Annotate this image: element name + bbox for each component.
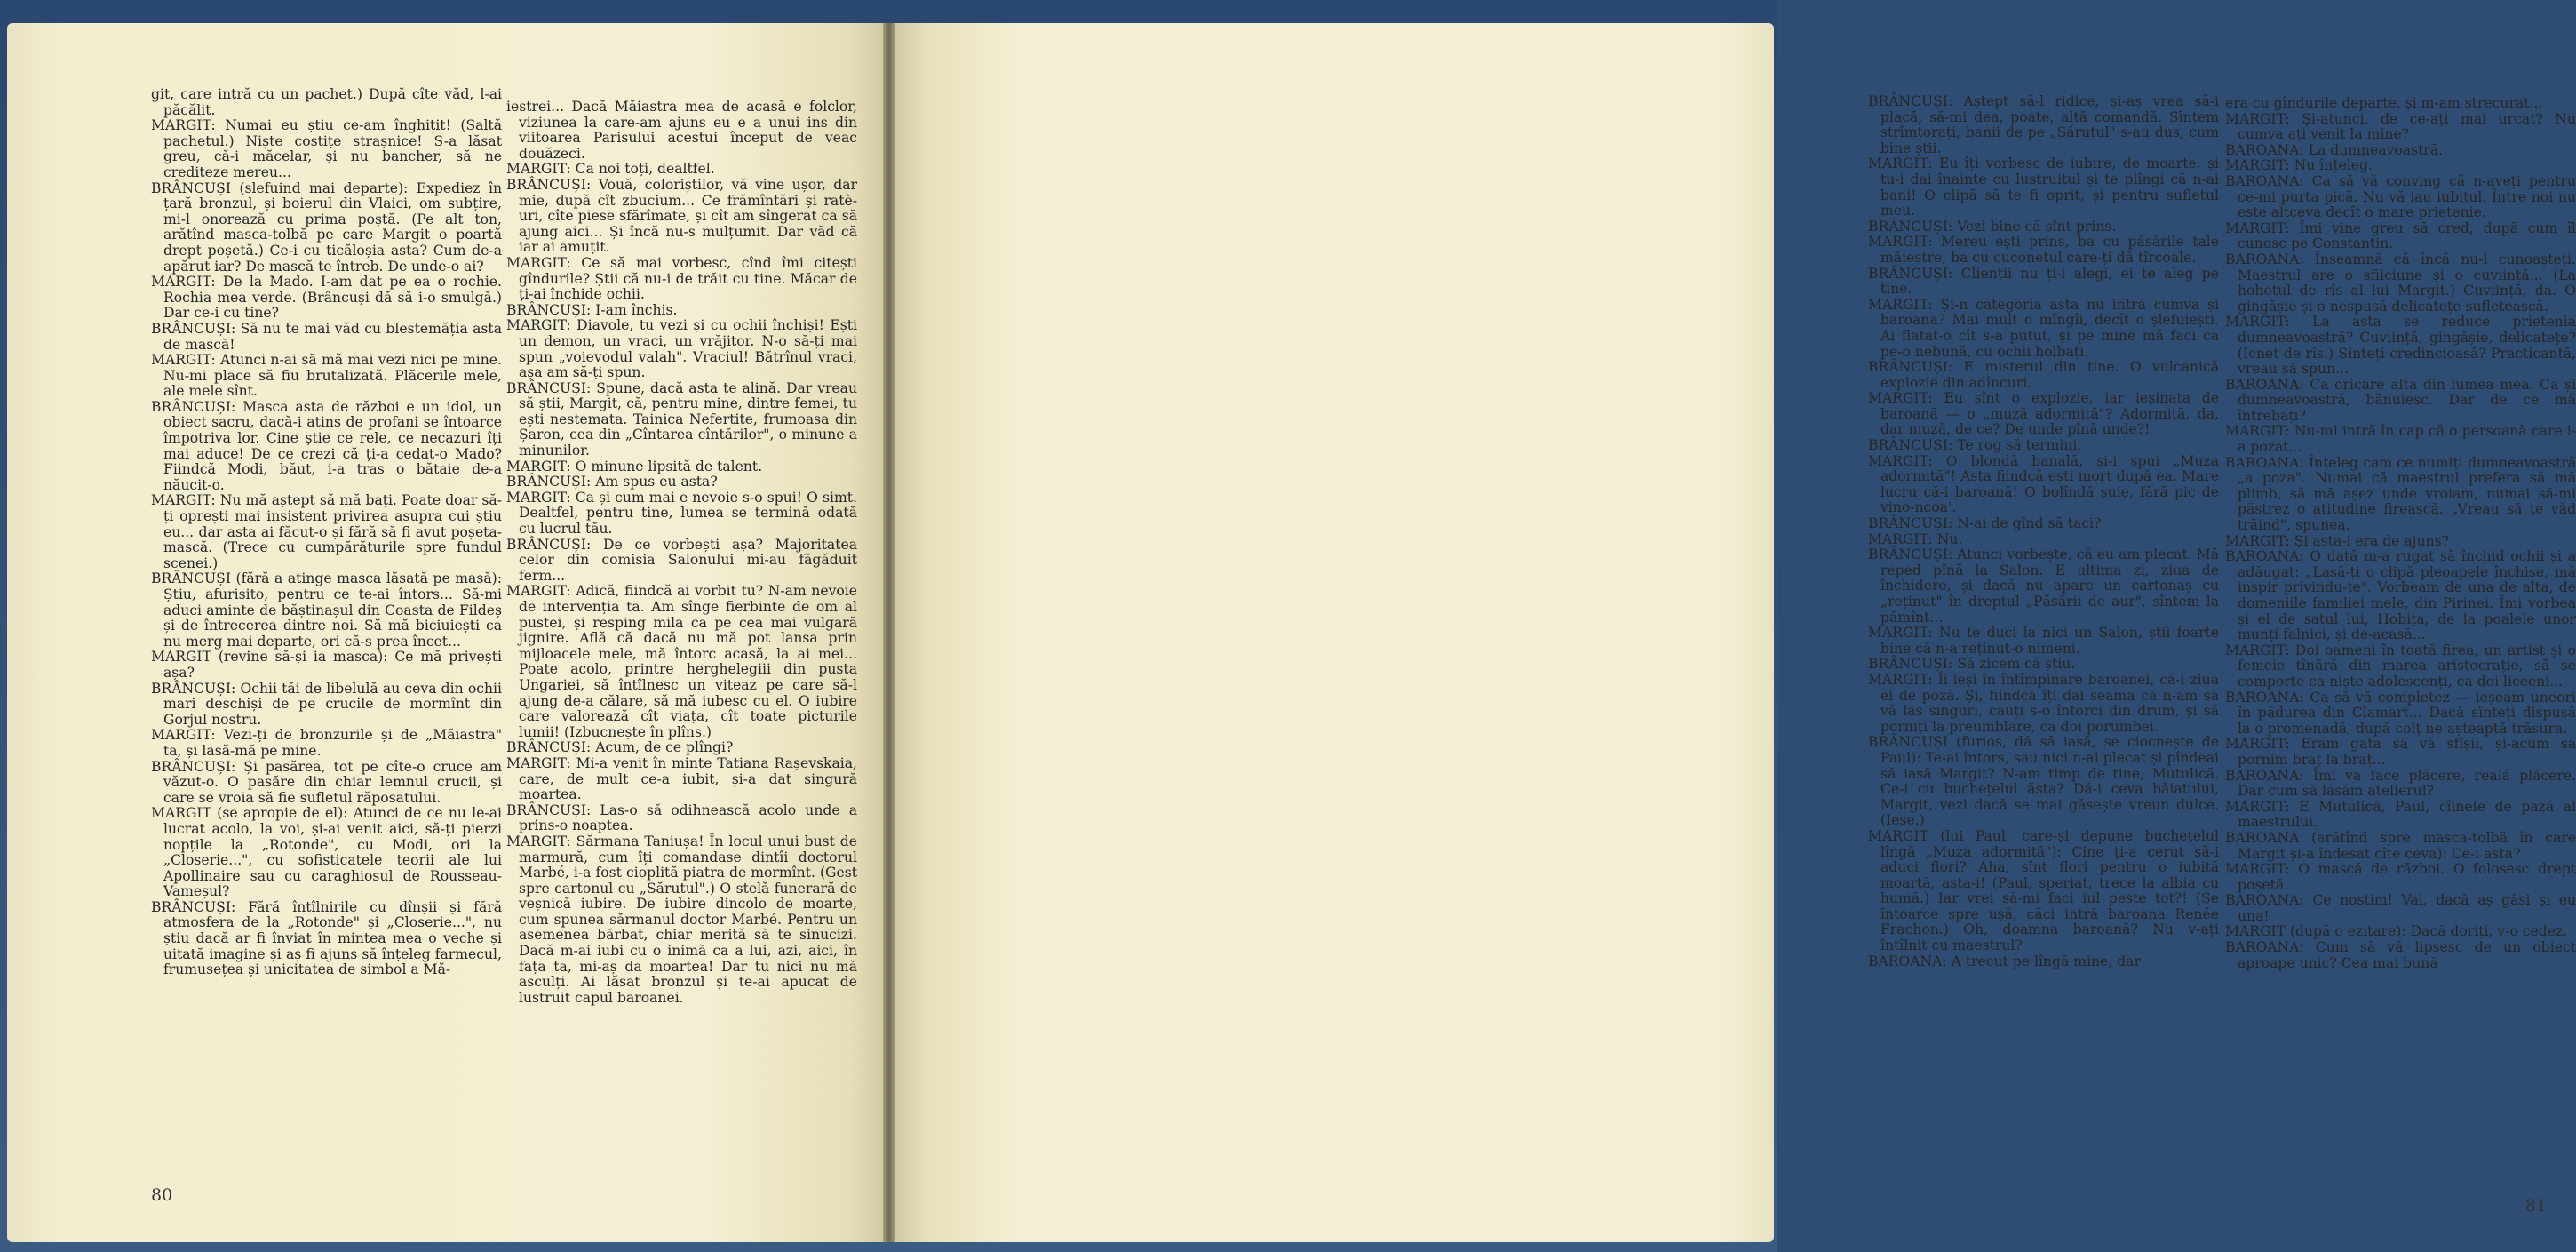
dialogue-paragraph: BAROANA: Ca oricare alta din lumea mea. Ca și dumneavoastră, bănuiesc. Dar de ce mă întrebați? [2225,376,2576,424]
dialogue-paragraph: MARGIT: Sărmana Taniușa! În locul unui bust de marmură, cum îți comandase dintîi doctorul Marbé, i-a fost cioplită piatra de mormînt. (Gest spre cartonul cu „Sărutul".) O stelă funerară de veșnică iubire. De iubire dincolo de moarte, cum spunea sărmanul doctor Marbé. Pentru un asemenea bărbat, chiar merită să te sinucizi. Dacă m-ai iubi cu o inimă ca a lui, azi, aici, în fața ta, mi-aș da moartea! Dar tu nici nu mă asculți. Ai lăsat bronzul și te-ai apucat de lustruit capul baroanei. [506,833,857,1006]
text-column-4 [2225,96,2576,971]
dialogue-paragraph: MARGIT: O mască de război. O folosesc drept poșetă. [2225,861,2576,893]
dialogue-paragraph: MARGIT: Eu îți vorbesc de iubire, de moarte, și tu-i dai înainte cu lustruitul și te plîngi că n-ai bani! O clipă să te fi oprit, și pentru sufletul meu. [1868,156,2219,219]
dialogue-paragraph: BAROANA (arătînd spre masca-tolbă în care Margit și-a îndesat cîte ceva): Ce-i asta? [2225,829,2576,862]
dialogue-paragraph: BRÂNCUȘI: Atunci vorbește, că eu am plecat. Mă reped pînă la Salon. E ultima zi, ziua de închidere, și dacă nu apare un cartonaș cu „reținut" în dreptul „Păsării de aur", sîntem la pămînt... [1868,546,2219,626]
dialogue-paragraph: MARGIT (lui Paul, care-și depune buchețelul lîngă „Muza adormită"): Cine ți-a cerut să-i aduci flori? Aha, sînt flori pentru o iubită moartă, asta-i! (Paul, speriat, trece la albia cu humă.) Iar vrei să-mi faci iul peste tot?! (Se întoarce spre ușă, căci intră baroana Renée Frachon.) Oh, doamna baroană? Nu v-ați întîlnit cu maestrul? [1868,827,2219,954]
dialogue-paragraph: MARGIT: Diavole, tu vezi și cu ochii închiși! Ești un demon, un vraci, un vrăjitor. N-o să-ți mai spun „voievodul valah". Vraciul! Bătrînul vraci, așa am să-ți spun. [506,317,857,381]
dialogue-paragraph: MARGIT: Adică, fiindcă ai vorbit tu? N-am nevoie de intervenția ta. Am sînge fierbinte de om al pustei, și resping mila ca pe cea mai vulgară jignire. Află că dacă nu mă pot lansa prin mijloacele mele, mă întorc acasă, la ai mei... Poate acolo, printre herghelegiii din pusta Ungariei, să întîlnesc un viteaz pe care să-l ajung de-a călare, să mă iubesc cu el. O iubire care valorează cît viața, cît toate picturile lumii! (Izbucnește în plîns.) [506,583,857,740]
dialogue-paragraph: BRÂNCUȘI: Masca asta de război e un idol, un obiect sacru, dacă-i atins de profani se întoarce împotriva lor. Cine știe ce rele, ce necazuri îți mai aduce! De ce crezi că ți-a cedat-o Mado? Fiindcă Modi, băut, i-a tras o bătaie de-a năucit-o. [151,398,502,493]
dialogue-paragraph: BRÂNCUȘI: Aștept să-l ridice, și-aș vrea să-i placă, să-mi dea, poate, altă comandă. Sîntem strîmtorați, banii de pe „Sărutul" s-au dus, cum bine știi. [1868,93,2219,156]
dialogue-paragraph: BRÂNCUȘI: Vezi bine că sînt prins. [1868,218,2117,235]
dialogue-paragraph: MARGIT: Ca noi toți, dealtfel. [506,161,715,178]
dialogue-paragraph: BRÂNCUȘI: Spune, dacă asta te alină. Dar vreau să știi, Margit, că, pentru mine, dintre femei, tu ești nestemata. Tainica Nefertite, frumoasa din Șaron, cea din „Cîntarea cîntărilor", o minune a minunilor. [506,379,857,459]
dialogue-paragraph: MARGIT: La asta se reduce prietenia dumneavoastră? Cuviință, gingășie, delicatețe? (Icnet de rîs.) Sînteți credincioasă? Practicantă, vreau să spun... [2225,314,2576,378]
dialogue-paragraph: MARGIT: Și-n categoria asta nu intră cumva și baroana? Mai mult o mîngîi, decît o șlefuiești. Ai flatat-o cît s-a putut, și pe mine mă faci ca pe-o nebună, cu ochii holbați. [1868,296,2219,360]
dialogue-paragraph: BRÂNCUȘI: E misterul din tine. O vulcanică explozie din adîncuri. [1868,359,2219,391]
dialogue-paragraph: BAROANA: Înseamnă că încă nu-l cunoașteți. Maestrul are o sfiiciune și o cuviință... (La hohotul de rîs al lui Margit.) Cuviință, da. O gingășie și o nespusă delicatețe sufletească. [2225,251,2576,315]
dialogue-paragraph: MARGIT: Mereu ești prins, ba cu păsările tale măiestre, ba cu cuconetul care-ți dă tîrcoale. [1868,234,2219,266]
page-number-right: 81 [2525,1196,2548,1216]
dialogue-paragraph: MARGIT: E Mutulică, Paul, cîinele de pază al maestrului. [2225,798,2576,831]
dialogue-paragraph: MARGIT: Nu te duci la nici un Salon, știi foarte bine că n-a reținut-o nimeni. [1868,625,2219,657]
dialogue-paragraph: BAROANA: Îmi va face plăcere, reală plăcere. Dar cum să lăsăm atelierul? [2225,767,2576,800]
dialogue-paragraph: BRÂNCUȘI: I-am închis. [506,301,678,318]
dialogue-paragraph: BRÂNCUȘI: Acum, de ce plîngi? [506,739,734,756]
dialogue-paragraph: BAROANA: A trecut pe lîngă mine, dar [1868,953,2141,969]
dialogue-paragraph: MARGIT: Vezi-ți de bronzurile și de „Măiastra" ta, și lasă-mă pe mine. [151,727,502,759]
dialogue-paragraph: BRÂNCUȘI: Și pasărea, tot pe cîte-o cruce am văzut-o. O pasăre din chiar lemnul crucii, și care se vroia să fie sufletul răposatului. [151,758,502,806]
dialogue-paragraph: BRÂNCUȘI: Vouă, coloriștilor, vă vine ușor, dar mie, după cît zbucium... Ce frămîntări și ratè-uri, cîte piese sfărîmate, și cît am sîngerat ca să ajung aici... Și încă nu-s mulțumit. Dar văd că iar ai amuțit. [506,176,857,256]
dialogue-paragraph: MARGIT: Ca și cum mai e nevoie s-o spui! O simt. Dealtfel, pentru tine, lumea se termină odată cu lucrul tău. [506,489,857,538]
dialogue-paragraph: BRÂNCUȘI: Să nu te mai văd cu blestemăția asta de mască! [151,320,502,353]
text-column-1 [151,87,502,978]
dialogue-paragraph: BRÂNCUȘI (fără a atinge masca lăsată pe masă): Știu, afurisito, pentru ce te-ai întors... Să-mi aduci aminte de băștinașul din Coasta de Fildeș și de întrecerea dintre noi. Să mă biciuiești ca nu merg mai departe, ori că-s prea încet... [151,570,502,650]
dialogue-paragraph: BRÂNCUȘI (slefuind mai departe): Expediez în țară bronzul, și boierul din Vlaici, om subțire, mi-l onorează cu prima poștă. (Pe alt ton, arătînd masca-tolbă pe care Margit o poartă drept poșetă.) Ce-i cu ticăloșia asta? Cum de-a apărut iar? De mască te întreb. De unde-o ai? [151,179,502,275]
dialogue-paragraph: MARGIT: Îi ieși în întîmpinare baroanei, că-i ziua ei de poză. Și, fiindcă îți dai seama că n-am să vă las singuri, cauți s-o întorci din drum, și să porniți la preumblare, ca doi porumbei. [1868,671,2219,735]
dialogue-paragraph: BRÂNCUȘI: Să zicem că știu. [1868,656,2076,673]
dialogue-paragraph: MARGIT: O minune lipsită de talent. [506,458,763,474]
dialogue-paragraph: BRÂNCUȘI (furios, dă să iasă, se ciocnește de Paul): Te-ai întors, sau nici n-ai plecat și pîndeai să iasă Margit? N-am timp de tine, Mutulică. Ce-i cu buchețelul ăsta? Dă-i ceva băiatului, Margit, vezi dacă se mai găsește vreun dulce. (Iese.) [1868,734,2219,829]
dialogue-paragraph: BRÂNCUȘI: N-ai de gînd să taci? [1868,515,2102,532]
dialogue-paragraph: MARGIT (după o ezitare): Dacă doriți, v-o cedez. [2225,923,2568,940]
dialogue-paragraph: MARGIT: Nu-mi intră în cap că o persoană care i-a pozat... [2225,423,2576,456]
dialogue-paragraph: BAROANA: Ca să vă completez — ieșeam uneori în pădurea din Clamart... Dacă sînteți dispusă la o promenadă, după colț ne așteaptă trăsura. [2225,689,2576,737]
dialogue-paragraph: BRÂNCUȘI: Las-o să odihnească acolo unde a prins-o noaptea. [506,801,857,834]
dialogue-paragraph: MARGIT: Eram gata să vă sfîșii, și-acum să pornim braț la braț... [2225,736,2576,768]
text-column-2 [506,100,857,1006]
dialogue-paragraph: BRÂNCUȘI: Am spus eu asta? [506,474,718,490]
dialogue-paragraph: BAROANA: Cum să vă lipsesc de un obiect aproape unic? Cea mai bună [2225,939,2576,971]
book-gutter [883,23,895,1242]
text-column-3 [1868,94,2219,969]
dialogue-paragraph: MARGIT: De la Mado. I-am dat pe ea o rochie. Rochia mea verde. (Brâncuși dă să i-o smulgă.) Dar ce-i cu tine? [151,274,502,322]
dialogue-paragraph: BRÂNCUȘI: Ochii tăi de libelulă au ceva din ochii mari deschiși de pe crucile de mormînt din Gorjul nostru. [151,680,502,728]
right-page [891,23,2576,1242]
dialogue-paragraph: MARGIT: Atunci n-ai să mă mai vezi nici pe mine. Nu-mi place să fiu brutalizată. Plăcerile mele, ale mele sînt. [151,352,502,400]
dialogue-paragraph: MARGIT: O blondă banală, și-i spui „Muza adormită"! Asta fiindcă ești mort după ea. Mare lucru că-i baroană! O bolîndă șuie, fără pic de vino-ncoa'. [1868,452,2219,516]
dialogue-paragraph: BRÂNCUȘI: Clienții nu ți-i alegi, ei te aleg pe tine. [1868,265,2219,298]
dialogue-paragraph: BRÂNCUȘI: Fără întîlnirile cu dînșii și fără atmosfera de la „Rotonde" și „Closerie...", nu știu dacă ar fi înviat în mintea mea o veche și uitată imagine și aș fi ajuns să înțeleg farmecul, frumusețea și unicitatea de simbol a Mă- [151,898,502,978]
left-page [7,23,888,1242]
dialogue-paragraph: MARGIT: Numai eu știu ce-am înghițit! (Saltă pachetul.) Niște costițe strașnice! S-a lăsat greu, că-i măcelar, și nu bancher, să ne crediteze mereu... [151,117,502,180]
dialogue-paragraph: BAROANA: La dumneavoastră. [2225,141,2444,158]
dialogue-paragraph: BAROANA: Înțeleg cam ce numiți dumneavoastră „a poza". Numai că maestrul prefera să mă plimb, să mă așez unde vroiam, numai să-mi păstrez o atitudine firească. „Vreau să te văd trăind", spunea. [2225,454,2576,534]
dialogue-paragraph: git, care intră cu un pachet.) După cîte văd, l-ai păcălit. [151,86,502,118]
dialogue-paragraph: MARGIT: Nu înțeleg. [2225,157,2373,174]
dialogue-paragraph: MARGIT: Ce să mai vorbesc, cînd îmi citești gîndurile? Știi că nu-i de trăit cu tine. Măcar de ți-ai închide ochii. [506,254,857,303]
dialogue-paragraph: MARGIT: Eu sînt o explozie, iar ieșinata de baroană — o „muză adormită"? Adormită, da, dar muză, de ce? De unde pînă unde?! [1868,390,2219,438]
dialogue-paragraph: MARGIT (revine să-și ia masca): Ce mă privești așa? [151,649,502,681]
page-number-left: 80 [151,1185,173,1205]
dialogue-paragraph: MARGIT: Și asta-i era de ajuns? [2225,532,2450,549]
dialogue-paragraph: BRÂNCUȘI: De ce vorbești așa? Majoritatea celor din comisia Salonului mi-au făgăduit ferm... [506,536,857,584]
dialogue-paragraph: iestrei... Dacă Măiastra mea de acasă e folclor, viziunea la care-am ajuns eu e a unui ins din viitoarea Parisului acestui început de veac douăzeci. [506,99,857,162]
dialogue-paragraph: MARGIT: Și-atunci, de ce-ați mai urcat? Nu cumva ați venit la mine? [2225,110,2576,143]
dialogue-paragraph: MARGIT: Mi-a venit în minte Tatiana Rașevskaia, care, de mult ce-a iubit, și-a dat singură moartea. [506,754,857,803]
dialogue-paragraph: MARGIT: Îmi vine greu să cred, după cum îl cunosc pe Constantin. [2225,219,2576,252]
dialogue-paragraph: MARGIT: Doi oameni în toată firea, un artist și o femeie tînără din marea aristocrație, să se comporte ca niște adolescenți, ca doi liceeni... [2225,642,2576,690]
dialogue-paragraph: MARGIT: Nu mă aștept să mă bați. Poate doar să-ți oprești mai insistent privirea asupra cui știu eu... dar asta ai făcut-o și fără să fi avut poșeta-mască. (Trece cu cumpărăturile spre fundul scenei.) [151,492,502,571]
dialogue-paragraph: era cu gîndurile departe, și m-am strecurat... [2225,95,2543,111]
dialogue-paragraph: BRÂNCUȘI: Te rog să termini. [1868,437,2082,454]
dialogue-paragraph: BAROANA: Ce nostim! Vai, dacă aș găsi și eu una! [2225,892,2576,924]
dialogue-paragraph: BAROANA: Ca să vă conving că n-aveți pentru ce-mi purta pică. Nu vă iau iubitul. Între noi nu este altceva decît o mare prietenie. [2225,172,2576,221]
dialogue-paragraph: MARGIT: Nu. [1868,530,1963,547]
dialogue-paragraph: BAROANA: O dată m-a rugat să închid ochii și a adăugat: „Lasă-ți o clipă pleoapele închise, mă inspir privindu-te". Vorbeam de una de alta, de domeniile familiei mele, din Pirinei. Îmi vorbea și el de satul lui, Hobița, de la poalele unor munți falnici, și de-acasă... [2225,548,2576,643]
dialogue-paragraph: MARGIT (se apropie de el): Atunci de ce nu le-ai lucrat acolo, la voi, și-ai venit aici, să-ți pierzi nopțile la „Rotonde", cu Modi, ori la „Closerie...", cu sofisticatele teorii ale lui Apollinaire sau cu caraghiosul de Rousseau-Vameșul? [151,805,502,900]
